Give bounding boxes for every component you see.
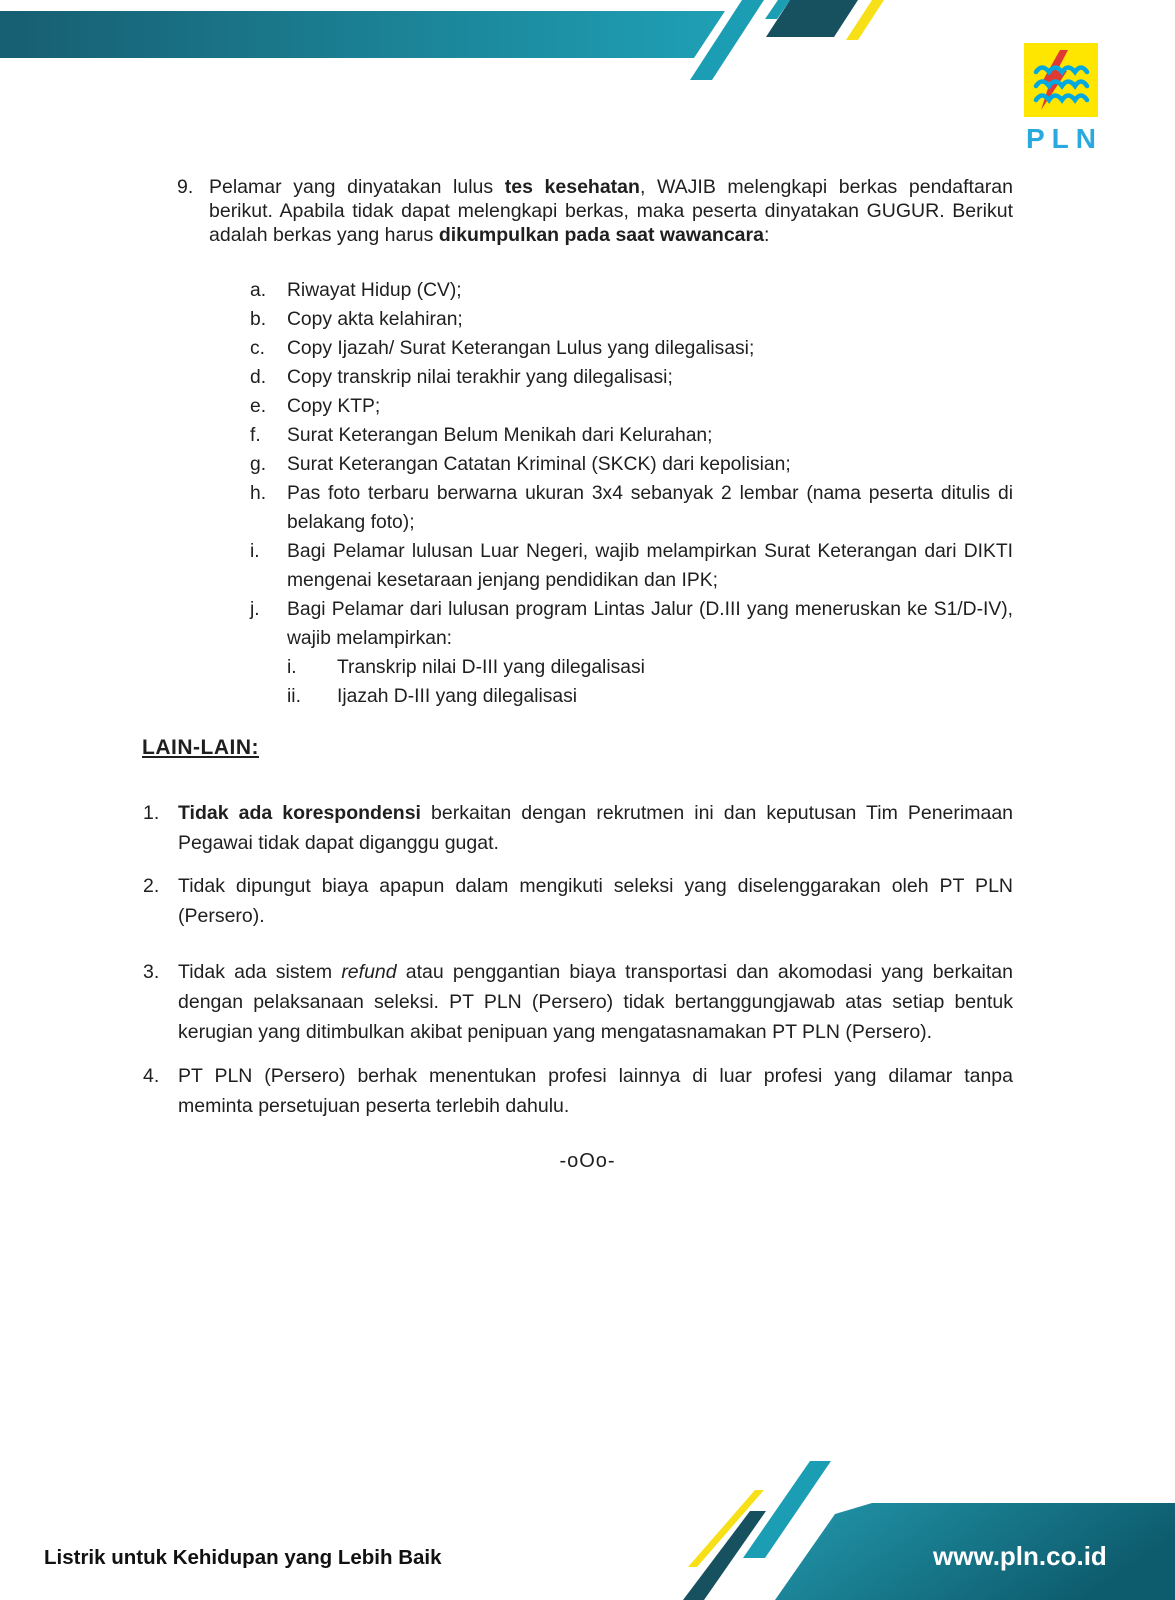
list-item-text: Bagi Pelamar lulusan Luar Negeri, wajib melampirkan Surat Keterangan dari DIKTI mengenai kesetaraan jenjang pendidikan dan IPK;	[287, 541, 1013, 591]
list-item-a	[250, 276, 1013, 305]
item-text	[178, 957, 1013, 1047]
list-item-e	[250, 392, 1013, 421]
list-item-label: c.	[250, 338, 265, 359]
sub-list	[287, 653, 987, 711]
item-3-post: atau penggantian biaya transportasi dan akomodasi yang berkaitan dengan pelaksanaan seleksi. PT PLN (Persero) tidak bertanggungjawab atas setiap bentuk kerugian yang ditimbulkan akibat penipuan yang mengatasnamakan PT PLN (Persero).	[178, 961, 1013, 1043]
header-band	[0, 11, 725, 58]
item-1-rest: berkaitan dengan rekrutmen ini dan keputusan Tim Penerimaan Pegawai tidak dapat diganggu gugat.	[178, 802, 1014, 854]
list-item-text: Surat Keterangan Catatan Kriminal (SKCK) dari kepolisian;	[287, 454, 791, 475]
list-item-i	[250, 537, 1013, 595]
logo-wordmark: PLN	[1026, 123, 1103, 154]
list-item-g	[250, 450, 1013, 479]
lain-lain-item-3	[143, 957, 1013, 1047]
footer-tagline: Listrik untuk Kehidupan yang Lebih Baik	[44, 1546, 442, 1569]
list-item-text: Copy KTP;	[287, 396, 381, 417]
list-item-label: a.	[250, 280, 267, 301]
lain-lain-item-2	[143, 871, 1013, 931]
list-item-j	[250, 595, 1013, 653]
lain-lain-item-1	[143, 798, 1013, 858]
end-separator: -oOo-	[559, 1150, 616, 1172]
list-item-text: Copy akta kelahiran;	[287, 309, 463, 330]
lain-lain-heading: LAIN-LAIN:	[142, 736, 259, 759]
list-item-c	[250, 334, 1013, 363]
item-number: 1.	[143, 802, 160, 824]
list-item-label: b.	[250, 309, 267, 330]
item-3-pre: Tidak ada sistem	[178, 961, 342, 983]
item-9-number: 9.	[177, 176, 194, 198]
item-9	[177, 175, 1013, 247]
list-item-label: j.	[250, 599, 260, 620]
item-text: Tidak dipungut biaya apapun dalam mengikuti seleksi yang diselenggarakan oleh PT PLN (Persero).	[178, 875, 1013, 927]
item-9-text-3: :	[763, 224, 770, 246]
list-item-text: Copy transkrip nilai terakhir yang dilegalisasi;	[287, 367, 673, 388]
header-decoration	[0, 0, 1175, 130]
item-1-bold: Tidak ada korespondensi	[178, 802, 421, 824]
list-item-text: Bagi Pelamar dari lulusan program Lintas Jalur (D.III yang meneruskan ke S1/D-IV), wajib melampirkan:	[287, 599, 1013, 649]
list-item-text: Surat Keterangan Belum Menikah dari Kelurahan;	[287, 425, 713, 446]
document-list	[250, 276, 1013, 653]
list-item-label: f.	[250, 425, 261, 446]
item-3-italic: refund	[341, 961, 397, 983]
list-item-label: h.	[250, 483, 267, 504]
item-9-bold-2: dikumpulkan pada saat wawancara	[438, 224, 764, 246]
item-9-text-1: Pelamar yang dinyatakan lulus	[209, 176, 505, 198]
item-number: 3.	[143, 961, 160, 983]
list-item-label: e.	[250, 396, 267, 417]
item-9-paragraph	[209, 175, 1013, 247]
list-item-d	[250, 363, 1013, 392]
list-item-h	[250, 479, 1013, 537]
list-item-b	[250, 305, 1013, 334]
sub-item-label: ii.	[287, 686, 301, 707]
list-item-text: Copy Ijazah/ Surat Keterangan Lulus yang dilegalisasi;	[287, 338, 755, 359]
item-text: PT PLN (Persero) berhak menentukan profesi lainnya di luar profesi yang dilamar tanpa meminta persetujuan peserta terlebih dahulu.	[178, 1065, 1013, 1117]
sub-item-label: i.	[287, 657, 297, 678]
sub-item-text: Ijazah D-III yang dilegalisasi	[337, 686, 578, 707]
item-number: 4.	[143, 1065, 160, 1087]
sub-item-ii	[287, 682, 987, 711]
list-item-label: g.	[250, 454, 267, 475]
footer-website: www.pln.co.id	[933, 1541, 1107, 1571]
item-9-bold-1: tes kesehatan	[504, 176, 640, 198]
list-item-label: d.	[250, 367, 267, 388]
list-item-f	[250, 421, 1013, 450]
list-item-text: Pas foto terbaru berwarna ukuran 3x4 sebanyak 2 lembar (nama peserta ditulis di belakang foto);	[287, 483, 1013, 533]
list-item-text: Riwayat Hidup (CV);	[287, 280, 462, 301]
lain-lain-item-4	[143, 1061, 1013, 1121]
sub-item-text: Transkrip nilai D-III yang dilegalisasi	[337, 657, 645, 678]
item-number: 2.	[143, 875, 160, 897]
list-item-label: i.	[250, 541, 260, 562]
sub-item-i	[287, 653, 987, 682]
item-9-text-2: , WAJIB melengkapi berkas pendaftaran berikut. Apabila tidak dapat melengkapi berkas, maka peserta dinyatakan GUGUR. Berikut adalah berkas yang harus	[209, 176, 1013, 246]
item-text	[178, 798, 1013, 858]
